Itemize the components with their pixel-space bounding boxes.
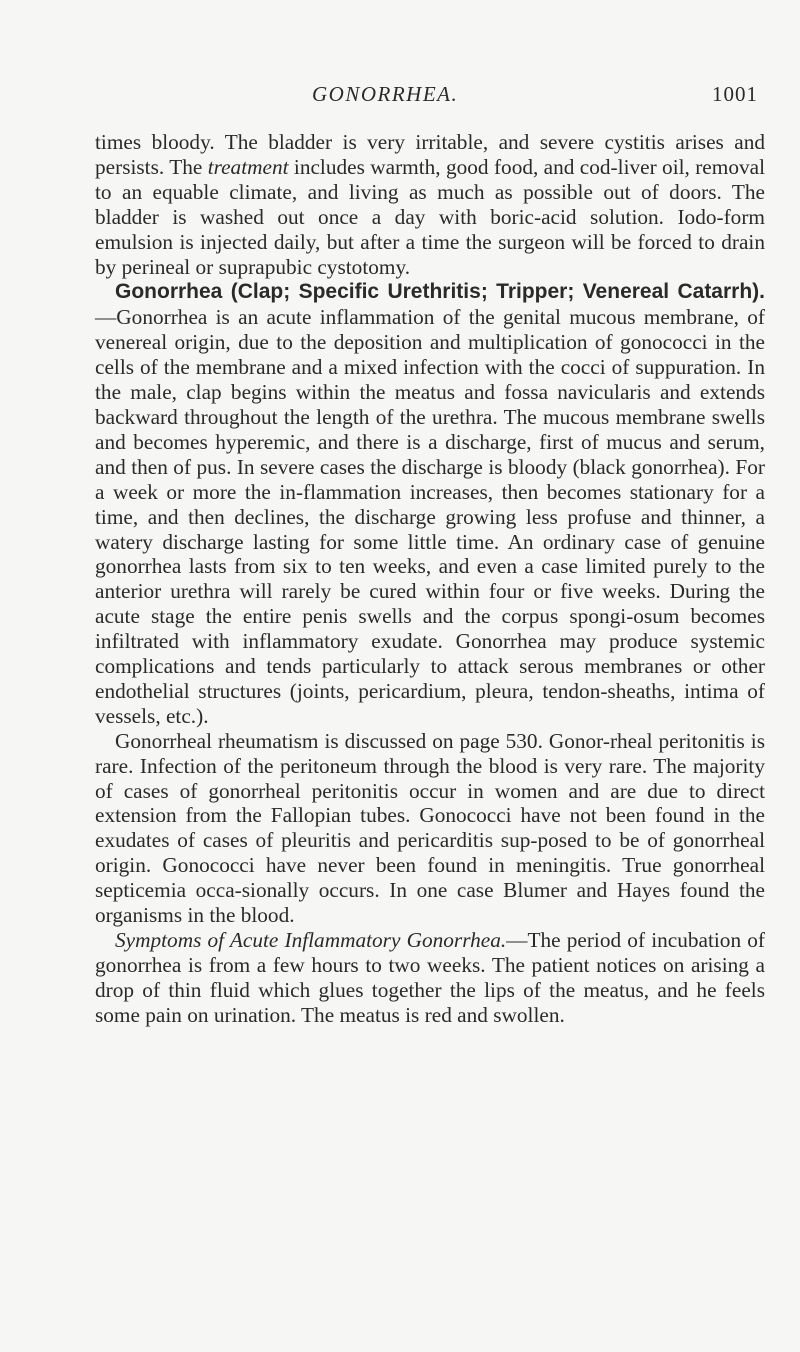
section-heading: Gonorrhea (Clap; Specific Urethritis; Tripper; Venereal Catarrh).	[115, 280, 765, 304]
paragraph-gonorrhea-definition	[95, 279, 765, 728]
running-title: GONORRHEA.	[312, 82, 459, 106]
body-text	[95, 130, 765, 1028]
page-header	[0, 82, 800, 112]
paragraph-treatment	[95, 130, 765, 279]
subsection-heading: Symptoms of Acute Inflammatory Gonorrhea.	[115, 928, 507, 952]
paragraph-text: includes warmth, good food, and cod-liver oil, removal to an equable climate, and living as much as possible out of doors. The bladder is washed out once a day with boric-acid solution. Iodo-form emulsion is injected daily, but after a time the surgeon will be forced to drain by perineal or suprapubic cystotomy.	[95, 154, 765, 279]
paragraph-complications	[95, 729, 765, 928]
page-number: 1001	[712, 82, 758, 106]
paragraph-text: times bloody. The bladder is very irritable, and severe cystitis arises and persists. The	[95, 130, 765, 179]
treatment-label: treatment	[207, 154, 289, 179]
paragraph-text: —The period of incubation of gonorrhea is from a few hours to two weeks. The patient notices on arising a drop of thin fluid which glues together the lips of the meatus, and he feels some pain on urination. The meatus is red and swollen.	[95, 928, 765, 1027]
paragraph-text: —Gonorrhea is an acute inflammation of the genital mucous membrane, of venereal origin, due to the deposition and multiplication of gonococci in the cells of the membrane and a mixed infection with the cocci of suppuration. In the male, clap begins within the meatus and fossa navicularis and extends backward throughout the length of the urethra. The mucous membrane swells and becomes hyperemic, and there is a discharge, first of mucus and serum, and then of pus. In severe cases the discharge is bloody (black gonorrhea). For a week or more the in-flammation increases, then becomes stationary for a time, and then declines, the discharge growing less profuse and thinner, a watery discharge lasting for some little time. An ordinary case of genuine gonorrhea lasts from six to ten weeks, and even a case limited purely to the anterior urethra will rarely be cured within four or five weeks. During the acute stage the entire penis swells and the corpus spongi-osum becomes infiltrated with inflammatory exudate. Gonorrhea may produce systemic complications and tends particularly to attack serous membranes or other endothelial structures (joints, pericardium, pleura, tendon-sheaths, intima of vessels, etc.).	[95, 305, 765, 728]
paragraph-symptoms	[95, 928, 765, 1028]
paragraph-text: Gonorrheal rheumatism is discussed on page 530. Gonor-rheal peritonitis is rare. Infection of the peritoneum through the blood is very rare. The majority of cases of gonorrheal peritonitis occur in women and are due to direct extension from the Fallopian tubes. Gonococci have not been found in the exudates of cases of pleuritis and pericarditis sup-posed to be of gonorrheal origin. Gonococci have never been found in meningitis. True gonorrheal septicemia occa-sionally occurs. In one case Blumer and Hayes found the organisms in the blood.	[95, 728, 765, 928]
